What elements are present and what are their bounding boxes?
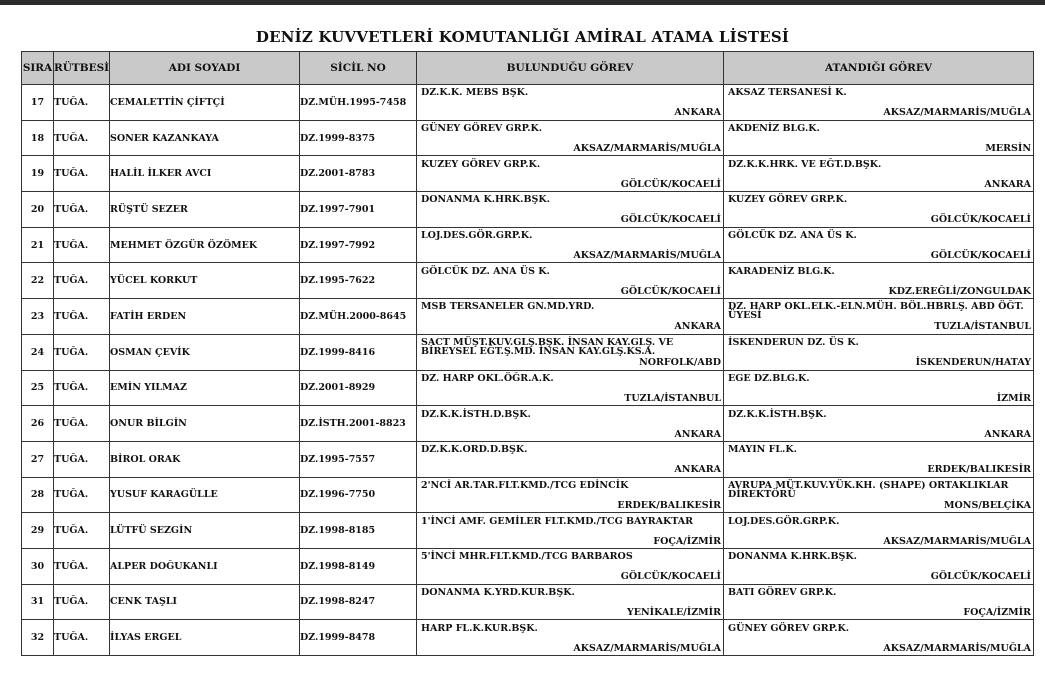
current-unit: DZ. HARP OKL.ÖĞR.A.K. [421, 372, 554, 384]
cell-sira: 25 [22, 370, 54, 406]
cell-sira: 30 [22, 548, 54, 584]
cell-rutbe: TUĞA. [54, 334, 110, 370]
cell-assigned-duty [724, 156, 1034, 192]
cell-sicil: DZ.1995-7557 [300, 441, 417, 477]
assigned-location: GÖLCÜK/KOCAELİ [930, 250, 1031, 262]
assigned-unit: İSKENDERUN DZ. ÜS K. [728, 337, 859, 349]
cell-sicil: DZ.1998-8185 [300, 513, 417, 549]
cell-current-duty [417, 620, 724, 656]
cell-current-duty [417, 370, 724, 406]
current-location: AKSAZ/MARMARİS/MUĞLA [573, 143, 721, 155]
cell-name: CEMALETTİN ÇİFTÇİ [110, 85, 300, 121]
current-location: GÖLCÜK/KOCAELİ [620, 571, 721, 583]
current-unit: KUZEY GÖREV GRP.K. [421, 158, 541, 170]
current-location: AKSAZ/MARMARİS/MUĞLA [573, 642, 721, 654]
cell-rutbe: TUĞA. [54, 441, 110, 477]
cell-sicil: DZ.1997-7992 [300, 227, 417, 263]
cell-rutbe: TUĞA. [54, 513, 110, 549]
assigned-location: AKSAZ/MARMARİS/MUĞLA [883, 107, 1031, 119]
cell-current-duty [417, 584, 724, 620]
cell-sira: 22 [22, 263, 54, 299]
current-location: ANKARA [674, 107, 721, 119]
assigned-location: İSKENDERUN/HATAY [915, 357, 1031, 369]
cell-assigned-duty [724, 584, 1034, 620]
current-location: ANKARA [674, 464, 721, 476]
table-row [22, 513, 1034, 549]
current-unit: DZ.K.K. MEBS BŞK. [421, 87, 529, 99]
current-unit: GÜNEY GÖREV GRP.K. [421, 123, 543, 135]
assigned-unit: KUZEY GÖREV GRP.K. [728, 194, 848, 206]
current-location: TUZLA/İSTANBUL [624, 392, 721, 404]
assigned-location: GÖLCÜK/KOCAELİ [930, 214, 1031, 226]
cell-assigned-duty [724, 192, 1034, 228]
cell-assigned-duty [724, 334, 1034, 370]
cell-rutbe: TUĞA. [54, 192, 110, 228]
assigned-unit: DONANMA K.HRK.BŞK. [728, 551, 857, 563]
cell-sicil: DZ.1995-7622 [300, 263, 417, 299]
cell-sicil: DZ.İSTH.2001-8823 [300, 406, 417, 442]
cell-rutbe: TUĞA. [54, 370, 110, 406]
table-body [22, 85, 1034, 656]
table-row [22, 120, 1034, 156]
current-location: ERDEK/BALIKESİR [617, 499, 721, 511]
assigned-location: TUZLA/İSTANBUL [934, 321, 1031, 333]
cell-sira: 20 [22, 192, 54, 228]
cell-rutbe: TUĞA. [54, 584, 110, 620]
cell-name: RÜŞTÜ SEZER [110, 192, 300, 228]
cell-name: LÜTFÜ SEZGİN [110, 513, 300, 549]
table-row [22, 299, 1034, 335]
cell-rutbe: TUĞA. [54, 477, 110, 513]
table-row [22, 85, 1034, 121]
document-title: DENİZ KUVVETLERİ KOMUTANLIĞI AMİRAL ATAMA LİSTESİ [255, 28, 790, 46]
cell-rutbe: TUĞA. [54, 406, 110, 442]
table-row [22, 370, 1034, 406]
current-unit: 1'İNCİ AMF. GEMİLER FLT.KMD./TCG BAYRAKTAR [421, 515, 694, 527]
cell-name: YUSUF KARAGÜLLE [110, 477, 300, 513]
cell-sira: 28 [22, 477, 54, 513]
current-unit: DONANMA K.HRK.BŞK. [421, 194, 550, 206]
current-location: YENİKALE/İZMİR [626, 606, 721, 618]
table-row [22, 156, 1034, 192]
assigned-unit: GÖLCÜK DZ. ANA ÜS K. [728, 230, 857, 242]
cell-sira: 29 [22, 513, 54, 549]
cell-assigned-duty [724, 406, 1034, 442]
cell-assigned-duty [724, 227, 1034, 263]
cell-sicil: DZ.2001-8783 [300, 156, 417, 192]
assigned-location: AKSAZ/MARMARİS/MUĞLA [883, 642, 1031, 654]
current-unit: 5'İNCİ MHR.FLT.KMD./TCG BARBAROS [421, 551, 633, 563]
table-row [22, 584, 1034, 620]
cell-sicil: DZ.1998-8149 [300, 548, 417, 584]
header-current-duty: BULUNDUĞU GÖREV [417, 52, 724, 85]
current-unit: 2'NCİ AR.TAR.FLT.KMD./TCG EDİNCİK [421, 479, 629, 491]
cell-sicil: DZ.2001-8929 [300, 370, 417, 406]
cell-name: YÜCEL KORKUT [110, 263, 300, 299]
cell-sicil: DZ.1997-7901 [300, 192, 417, 228]
cell-sicil: DZ.1999-8416 [300, 334, 417, 370]
cell-name: OSMAN ÇEVİK [110, 334, 300, 370]
cell-current-duty [417, 85, 724, 121]
cell-sira: 21 [22, 227, 54, 263]
current-location: NORFOLK/ABD [639, 357, 721, 369]
current-unit: DZ.K.K.ORD.D.BŞK. [421, 444, 528, 456]
cell-assigned-duty [724, 299, 1034, 335]
cell-sira: 24 [22, 334, 54, 370]
assigned-unit: MAYIN FL.K. [728, 444, 797, 456]
current-unit: DZ.K.K.İSTH.D.BŞK. [421, 408, 531, 420]
current-unit: HARP FL.K.KUR.BŞK. [421, 622, 538, 634]
current-location: AKSAZ/MARMARİS/MUĞLA [573, 250, 721, 262]
cell-assigned-duty [724, 370, 1034, 406]
current-unit: LOJ.DES.GÖR.GRP.K. [421, 230, 533, 242]
cell-current-duty [417, 441, 724, 477]
cell-current-duty [417, 548, 724, 584]
cell-assigned-duty [724, 441, 1034, 477]
cell-sicil: DZ.MÜH.2000-8645 [300, 299, 417, 335]
cell-sicil: DZ.1996-7750 [300, 477, 417, 513]
current-location: ANKARA [674, 321, 721, 333]
assigned-location: ANKARA [984, 178, 1031, 190]
cell-rutbe: TUĞA. [54, 227, 110, 263]
cell-current-duty [417, 513, 724, 549]
assigned-unit: DZ.K.K.İSTH.BŞK. [728, 408, 827, 420]
current-location: GÖLCÜK/KOCAELİ [620, 285, 721, 297]
cell-rutbe: TUĞA. [54, 263, 110, 299]
header-assigned-duty: ATANDIĞI GÖREV [724, 52, 1034, 85]
current-unit: GÖLCÜK DZ. ANA ÜS K. [421, 265, 550, 277]
cell-current-duty [417, 192, 724, 228]
header-sicil: SİCİL NO [300, 52, 417, 85]
assigned-location: FOÇA/İZMİR [963, 606, 1031, 618]
cell-assigned-duty [724, 513, 1034, 549]
table-row [22, 227, 1034, 263]
cell-sira: 23 [22, 299, 54, 335]
assigned-unit: DZ.K.K.HRK. VE EĞT.D.BŞK. [728, 158, 882, 170]
assigned-location: KDZ.EREĞLİ/ZONGULDAK [888, 285, 1031, 297]
assigned-location: MONS/BELÇİKA [943, 499, 1031, 511]
assignment-table [21, 51, 1034, 656]
cell-sira: 32 [22, 620, 54, 656]
cell-assigned-duty [724, 620, 1034, 656]
cell-current-duty [417, 156, 724, 192]
table-row [22, 441, 1034, 477]
header-rutbe: RÜTBESİ [54, 52, 110, 85]
cell-assigned-duty [724, 477, 1034, 513]
current-location: FOÇA/İZMİR [653, 535, 721, 547]
assigned-unit: GÜNEY GÖREV GRP.K. [728, 622, 850, 634]
cell-sira: 17 [22, 85, 54, 121]
header-name: ADI SOYADI [110, 52, 300, 85]
current-location: GÖLCÜK/KOCAELİ [620, 214, 721, 226]
cell-rutbe: TUĞA. [54, 620, 110, 656]
cell-name: HALİL İLKER AVCI [110, 156, 300, 192]
cell-sira: 27 [22, 441, 54, 477]
table-row [22, 263, 1034, 299]
cell-current-duty [417, 120, 724, 156]
assigned-unit: AKSAZ TERSANESİ K. [728, 87, 847, 99]
cell-current-duty [417, 406, 724, 442]
assigned-unit: LOJ.DES.GÖR.GRP.K. [728, 515, 840, 527]
table-header-row [22, 52, 1034, 85]
table-row [22, 334, 1034, 370]
cell-sicil: DZ.1999-8478 [300, 620, 417, 656]
top-border-bar [0, 0, 1045, 5]
assigned-location: MERSİN [985, 143, 1031, 155]
current-location: GÖLCÜK/KOCAELİ [620, 178, 721, 190]
assigned-unit: DZ. HARP OKL.ELK.-ELN.MÜH. BÖL.HBRLŞ. ABD ÖĞT. ÜYESİ [728, 301, 1024, 322]
cell-name: MEHMET ÖZGÜR ÖZÖMEK [110, 227, 300, 263]
cell-sicil: DZ.MÜH.1995-7458 [300, 85, 417, 121]
cell-assigned-duty [724, 263, 1034, 299]
cell-name: ONUR BİLGİN [110, 406, 300, 442]
cell-current-duty [417, 334, 724, 370]
cell-current-duty [417, 477, 724, 513]
table-row [22, 192, 1034, 228]
assigned-location: ERDEK/BALIKESİR [927, 464, 1031, 476]
cell-assigned-duty [724, 85, 1034, 121]
cell-name: SONER KAZANKAYA [110, 120, 300, 156]
assigned-unit: BATI GÖREV GRP.K. [728, 586, 837, 598]
table-row [22, 620, 1034, 656]
cell-rutbe: TUĞA. [54, 299, 110, 335]
cell-current-duty [417, 227, 724, 263]
header-sira: SIRA [22, 52, 54, 85]
cell-name: EMİN YILMAZ [110, 370, 300, 406]
cell-sira: 18 [22, 120, 54, 156]
current-unit: MSB TERSANELER GN.MD.YRD. [421, 301, 595, 313]
cell-sicil: DZ.1999-8375 [300, 120, 417, 156]
cell-sira: 19 [22, 156, 54, 192]
cell-rutbe: TUĞA. [54, 85, 110, 121]
cell-name: İLYAS ERGEL [110, 620, 300, 656]
table-row [22, 406, 1034, 442]
assigned-unit: AVRUPA MÜT.KUV.YÜK.KH. (SHAPE) ORTAKLIKLAR DİREKTÖRÜ [728, 479, 1009, 500]
cell-sira: 31 [22, 584, 54, 620]
cell-sicil: DZ.1998-8247 [300, 584, 417, 620]
cell-name: CENK TAŞLI [110, 584, 300, 620]
cell-current-duty [417, 263, 724, 299]
cell-current-duty [417, 299, 724, 335]
cell-rutbe: TUĞA. [54, 548, 110, 584]
assigned-unit: AKDENİZ BLG.K. [728, 123, 820, 135]
cell-assigned-duty [724, 548, 1034, 584]
cell-assigned-duty [724, 120, 1034, 156]
assigned-location: ANKARA [984, 428, 1031, 440]
cell-name: BİROL ORAK [110, 441, 300, 477]
cell-name: ALPER DOĞUKANLI [110, 548, 300, 584]
current-location: ANKARA [674, 428, 721, 440]
table-row [22, 477, 1034, 513]
assigned-location: AKSAZ/MARMARİS/MUĞLA [883, 535, 1031, 547]
assigned-unit: EGE DZ.BLG.K. [728, 372, 810, 384]
cell-rutbe: TUĞA. [54, 120, 110, 156]
cell-rutbe: TUĞA. [54, 156, 110, 192]
current-unit: SACT MÜŞT.KUV.GLŞ.BŞK. İNSAN KAY.GLŞ. VE BİREYSEL EĞT.Ş.MD. İNSAN KAY.GLŞ.KS.A. [421, 337, 674, 358]
cell-name: FATİH ERDEN [110, 299, 300, 335]
assigned-location: GÖLCÜK/KOCAELİ [930, 571, 1031, 583]
table-row [22, 548, 1034, 584]
cell-sira: 26 [22, 406, 54, 442]
assigned-location: İZMİR [996, 392, 1031, 404]
assigned-unit: KARADENİZ BLG.K. [728, 265, 835, 277]
current-unit: DONANMA K.YRD.KUR.BŞK. [421, 586, 575, 598]
